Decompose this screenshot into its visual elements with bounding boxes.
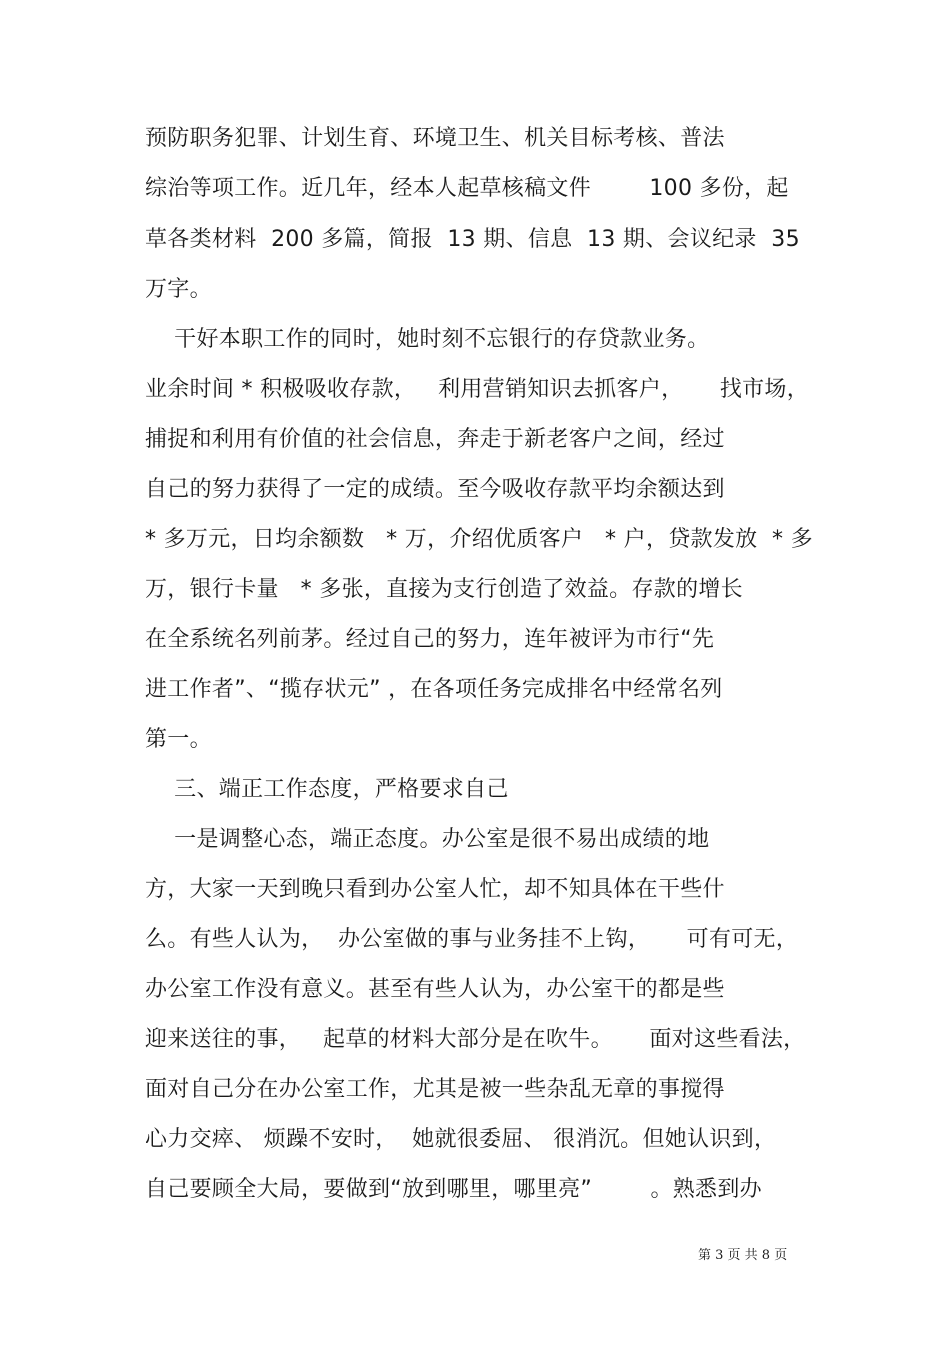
section-heading: 三、端正工作态度，严格要求自己 [145,777,509,802]
text-line: * 多万元，日均余额数 * 万，介绍优质客户 * 户，贷款发放 * 多 [145,527,813,552]
text-line: 万字。 [145,277,212,302]
text-line: 么。有些人认为， 办公室做的事与业务挂不上钩， 可有可无， [145,927,799,952]
text-line: 迎来送往的事， 起草的材料大部分是在吹牛。 面对这些看法， [145,1027,806,1052]
text-line: 业余时间 * 积极吸收存款， 利用营销知识去抓客户， 找市场， [145,377,810,402]
text-line: 在全系统名列前茅。经过自己的努力，连年被评为市行“先 [145,627,715,652]
text-line: 一是调整心态，端正态度。办公室是很不易出成绩的地 [145,827,710,852]
page-number-footer: 第 3 页 共 8 页 [698,1248,788,1263]
text-line: 办公室工作没有意义。甚至有些人认为，办公室干的都是些 [145,977,725,1002]
text-line: 心力交瘁、 烦躁不安时， 她就很委屈、 很消沉。但她认识到， [145,1127,777,1152]
text-line: 综治等项工作。近几年，经本人起草核稿文件 100 多份，起 [145,176,789,201]
text-line: 干好本职工作的同时，她时刻不忘银行的存贷款业务。 [145,327,710,352]
text-line: 预防职务犯罪、计划生育、环境卫生、机关目标考核、普法 [145,126,725,151]
text-line: 面对自己分在办公室工作，尤其是被一些杂乱无章的事搅得 [145,1077,725,1102]
text-line: 捕捉和利用有价值的社会信息，奔走于新老客户之间，经过 [145,427,725,452]
text-line: 草各类材料 200 多篇，简报 13 期、信息 13 期、会议纪录 35 [145,227,800,252]
text-line: 第一。 [145,727,212,752]
text-line: 方，大家一天到晚只看到办公室人忙，却不知具体在干些什 [145,877,725,902]
text-line: 进工作者”、“揽存状元” ，在各项任务完成排名中经常名列 [145,677,723,702]
text-line: 自己要顾全大局，要做到“放到哪里，哪里亮” 。熟悉到办 [145,1177,762,1202]
text-line: 万，银行卡量 * 多张，直接为支行创造了效益。存款的增长 [145,577,743,602]
text-line: 自己的努力获得了一定的成绩。至今吸收存款平均余额达到 [145,477,725,502]
